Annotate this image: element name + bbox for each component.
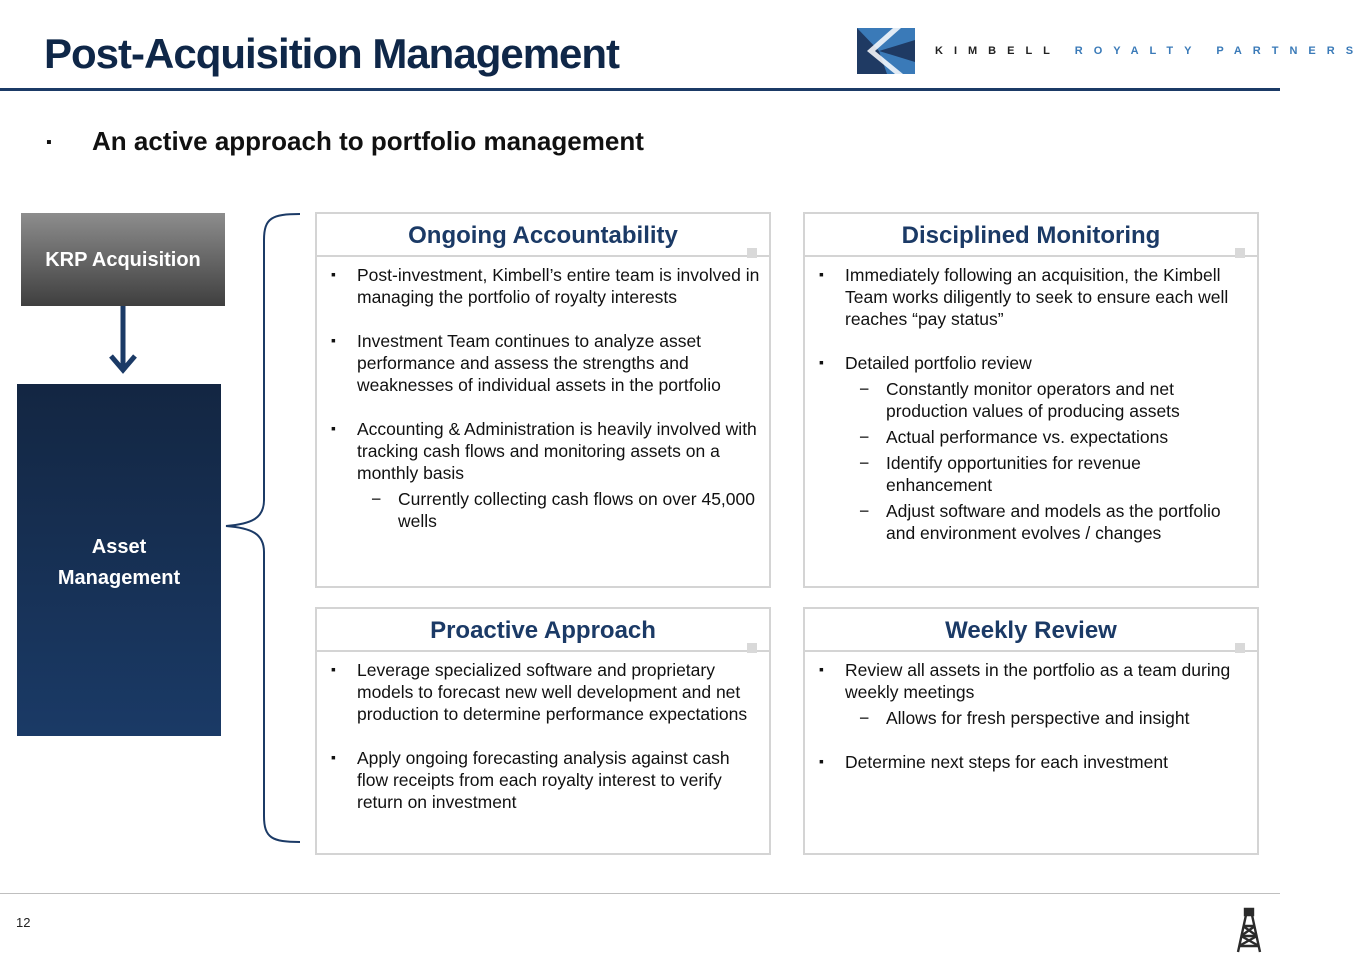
page-number: 12 — [16, 915, 31, 930]
card-list — [331, 659, 761, 835]
title-divider — [0, 88, 1280, 91]
sub-item: − Identify opportunities for revenue enhancement — [859, 453, 1141, 495]
list-item — [819, 659, 1249, 729]
card-list — [819, 264, 1249, 566]
sub-item: − Adjust software and models as the portfolio and environment evolves / changes — [859, 501, 1221, 543]
asset-management-box — [17, 384, 221, 736]
card-divider — [317, 650, 769, 652]
list-item-text: Accounting & Administration is heavily involved with tracking cash flows and monitoring assets on a monthly basis — [357, 419, 757, 483]
sub-item: − Actual performance vs. expectations — [859, 427, 1169, 447]
asset-management-line1: Asset — [91, 536, 147, 558]
card-disciplined-monitoring — [803, 212, 1259, 588]
card-ongoing-accountability — [315, 212, 771, 588]
down-arrow-icon — [108, 306, 138, 376]
slide-title: Post-Acquisition Management — [44, 30, 620, 77]
list-item: ▪ Investment Team continues to analyze asset performance and assess the strengths and weaknesses of individual assets in the portfolio — [331, 330, 761, 396]
list-item: ▪ Post-investment, Kimbell’s entire team is involved in managing the portfolio of royalty interests — [331, 264, 761, 308]
logo-word-kimbell: KIMBELL — [935, 45, 1061, 57]
oil-rig-icon — [1234, 906, 1264, 954]
kimbell-logo — [857, 28, 1364, 74]
sub-item-text: Adjust software and models as the portfolio and environment evolves / changes — [886, 501, 1221, 543]
list-item: ▪ Immediately following an acquisition, the Kimbell Team works diligently to seek to ensure each well reaches “pay status” — [819, 264, 1249, 330]
headline — [46, 126, 644, 157]
sub-item-text: Allows for fresh perspective and insight — [886, 708, 1190, 728]
logo-word-royalty: ROYALTY — [1074, 45, 1203, 57]
headline-bullet: ▪ — [46, 134, 52, 152]
logo-mark-icon — [857, 28, 915, 74]
list-item-text: Detailed portfolio review — [845, 353, 1032, 373]
card-proactive-approach — [315, 607, 771, 855]
sub-item-text: Identify opportunities for revenue enhancement — [886, 453, 1141, 495]
list-item-text: Review all assets in the portfolio as a team during weekly meetings — [845, 660, 1231, 702]
curly-brace-icon — [222, 210, 302, 846]
krp-acquisition-box: KRP Acquisition — [21, 213, 225, 306]
card-list — [331, 264, 761, 554]
card-divider — [805, 650, 1257, 652]
headline-text: An active approach to portfolio management — [92, 126, 644, 156]
asset-management-line2: Management — [57, 567, 181, 589]
card-title: Weekly Review — [945, 617, 1117, 644]
card-title: Ongoing Accountability — [408, 222, 678, 249]
footer-divider — [0, 893, 1280, 894]
sub-item-text: Constantly monitor operators and net production values of producing assets — [886, 379, 1180, 421]
card-divider — [805, 255, 1257, 257]
corner-square-icon — [747, 643, 757, 653]
card-divider — [317, 255, 769, 257]
sub-item-text: Currently collecting cash flows on over 45,000 wells — [398, 489, 755, 531]
list-item: ▪ Determine next steps for each investment — [819, 751, 1249, 773]
sub-item-text: Actual performance vs. expectations — [886, 427, 1169, 447]
list-item: ▪ Apply ongoing forecasting analysis against cash flow receipts from each royalty interest to verify return on investment — [331, 747, 761, 813]
list-item — [331, 418, 761, 532]
sub-item: − Constantly monitor operators and net production values of producing assets — [859, 379, 1180, 421]
sub-item: − Allows for fresh perspective and insight — [859, 708, 1190, 728]
corner-square-icon — [1235, 643, 1245, 653]
card-title: Disciplined Monitoring — [901, 222, 1161, 249]
corner-square-icon — [747, 248, 757, 258]
logo-wordmark — [935, 45, 1364, 57]
corner-square-icon — [1235, 248, 1245, 258]
card-title: Proactive Approach — [430, 617, 656, 644]
logo-word-partners: PARTNERS — [1216, 45, 1364, 57]
list-item: ▪ Leverage specialized software and proprietary models to forecast new well development and net production to determine performance expectations — [331, 659, 761, 725]
card-weekly-review — [803, 607, 1259, 855]
sub-item: − Currently collecting cash flows on over 45,000 wells — [371, 489, 755, 531]
card-list — [819, 659, 1249, 795]
list-item — [819, 352, 1249, 544]
